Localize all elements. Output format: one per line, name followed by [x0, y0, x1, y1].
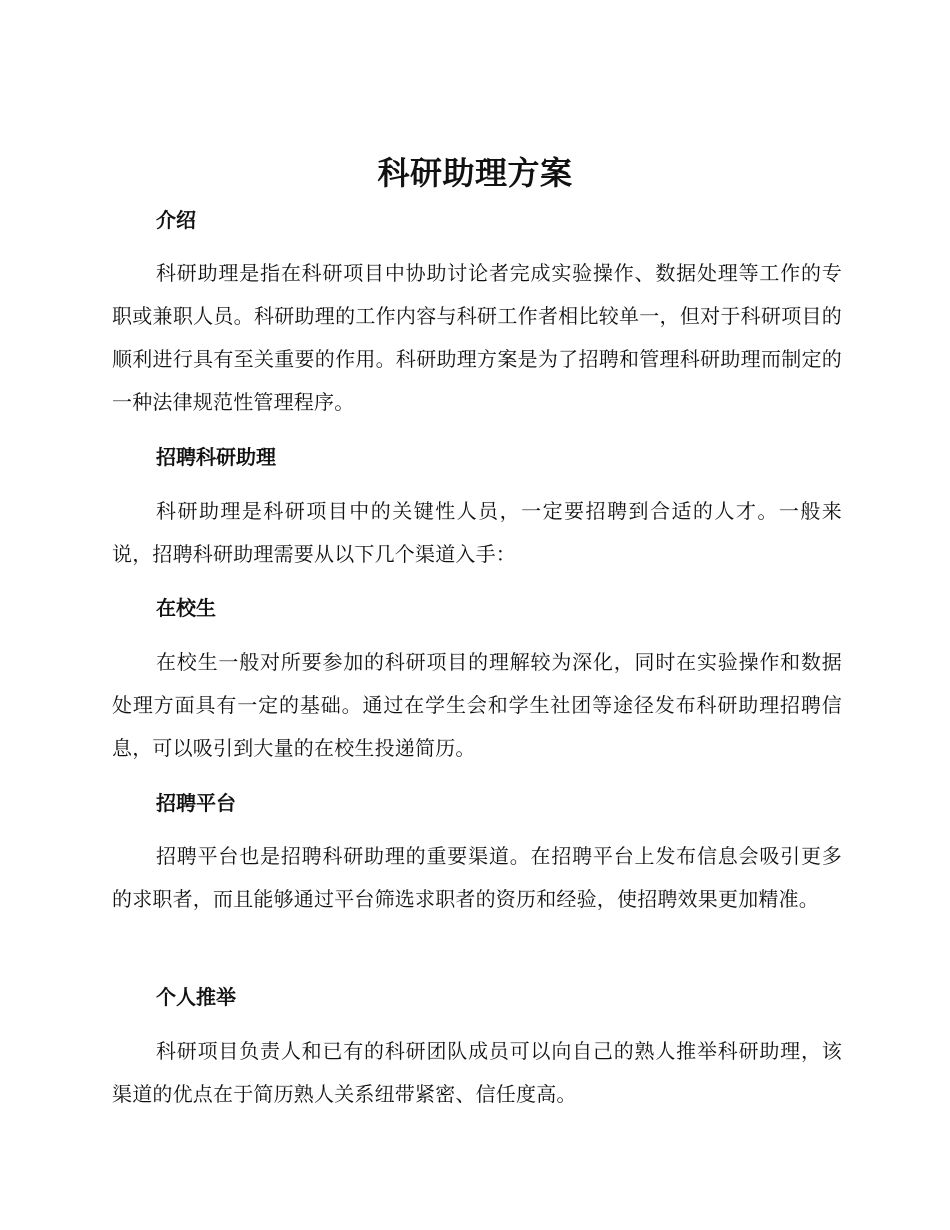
section-paragraph-referral: 科研项目负责人和已有的科研团队成员可以向自己的熟人推举科研助理，该渠道的优点在于简历熟人关系纽带紧密、信任度高。 [112, 1039, 842, 1106]
section-heading-referral: 个人推举 [156, 985, 236, 1009]
document-title: 科研助理方案 [377, 154, 573, 192]
section-heading-platform: 招聘平台 [156, 791, 236, 815]
section-heading-intro: 介绍 [156, 208, 196, 232]
section-paragraph-recruit: 科研助理是科研项目中的关键性人员，一定要招聘到合适的人才。一般来说，招聘科研助理需要从以下几个渠道入手： [112, 499, 842, 566]
section-paragraph-students: 在校生一般对所要参加的科研项目的理解较为深化，同时在实验操作和数据处理方面具有一定的基础。通过在学生会和学生社团等途径发布科研助理招聘信息，可以吸引到大量的在校生投递简历。 [112, 650, 842, 760]
section-heading-students: 在校生 [156, 596, 216, 620]
section-paragraph-platform: 招聘平台也是招聘科研助理的重要渠道。在招聘平台上发布信息会吸引更多的求职者，而且能够通过平台筛选求职者的资历和经验，使招聘效果更加精准。 [112, 844, 842, 911]
section-heading-recruit: 招聘科研助理 [156, 445, 276, 469]
section-paragraph-intro: 科研助理是指在科研项目中协助讨论者完成实验操作、数据处理等工作的专职或兼职人员。科研助理的工作内容与科研工作者相比较单一，但对于科研项目的顺利进行具有至关重要的作用。科研助理方案是为了招聘和管理科研助理而制定的一种法律规范性管理程序。 [112, 261, 842, 414]
